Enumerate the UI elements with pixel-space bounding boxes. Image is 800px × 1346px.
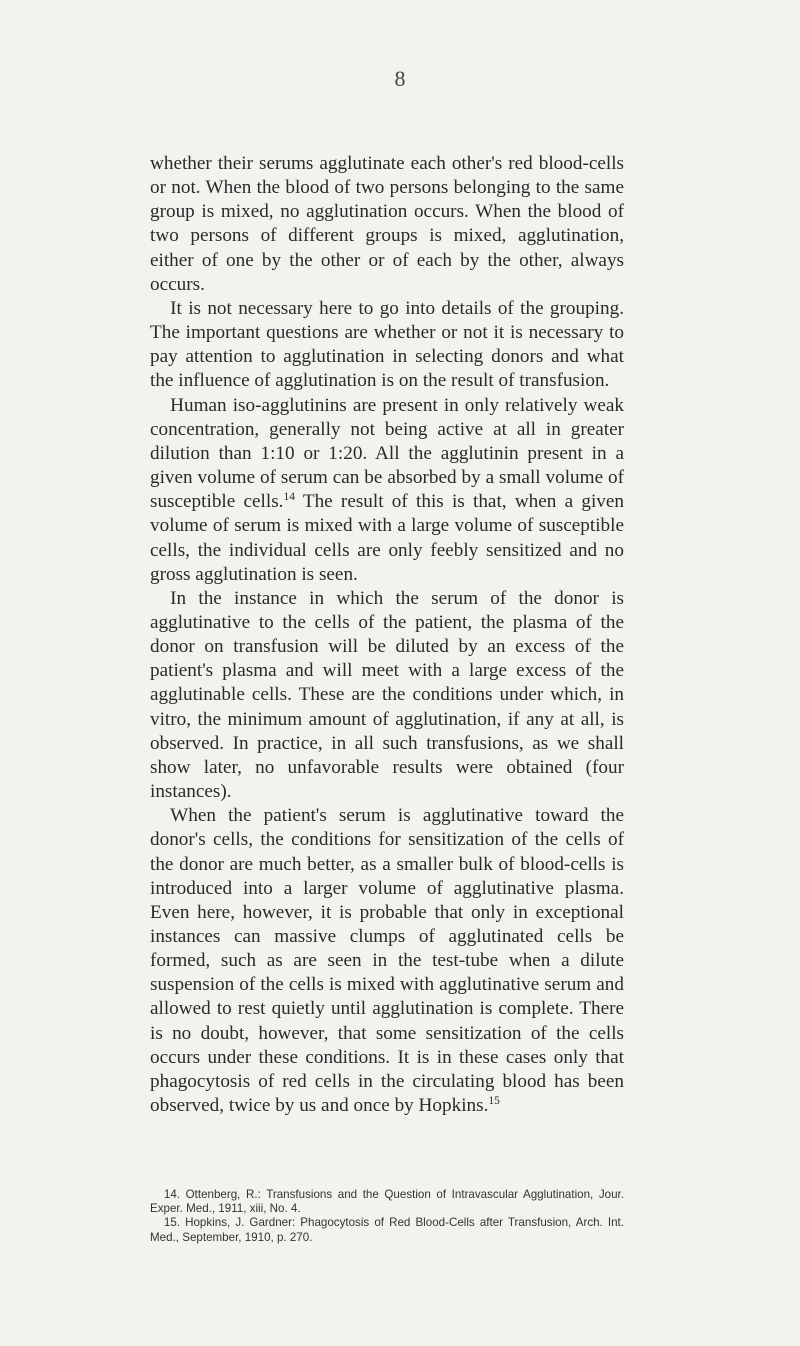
footnote-ref: 15	[488, 1095, 500, 1108]
footnotes	[150, 1188, 624, 1245]
page-number: 8	[394, 66, 406, 91]
paragraph: Human iso-agglutinins are present in only relatively weak concentration, generally not being active at all in greater dilution than 1:10 or 1:20. All the agglutinin present in a given volume of serum can be absorbed by a small volume of susceptible cells.$^{14}$ The result of this is that, when a given volume of serum is mixed with a large volume of susceptible cells, the individual cells are only feebly sensitized and no gross agglutination is seen.	[150, 394, 624, 585]
footnote: 14. Ottenberg, R.: Transfusions and the Question of Intravascular Agglutination, Jour. Exper. Med., 1911, xiii, No. 4.	[150, 1188, 624, 1216]
body-text	[150, 152, 624, 1118]
paragraph: When the patient's serum is agglutinative toward the donor's cells, the conditions for sensitization of the cells of the donor are much better, as a smaller bulk of blood-cells is introduced into a larger volume of agglutinative plasma. Even here, however, it is probable that only in exceptional instances can massive clumps of agglutinated cells be formed, such as are seen in the test-tube when a dilute suspension of the cells is mixed with agglutinative serum and allowed to rest quietly until agglutination is complete. There is no doubt, however, that some sensitization of the cells occurs under these conditions. It is in these cases only that phagocytosis of red cells in the circulating blood has been observed, twice by us and once by Hopkins.$^{15}$	[150, 805, 624, 1117]
footnote: 15. Hopkins, J. Gardner: Phagocytosis of Red Blood-Cells after Transfusion, Arch. Int. Med., September, 1910, p. 270.	[150, 1216, 624, 1244]
paragraph: It is not necessary here to go into details of the grouping. The important questions are whether or not it is necessary to pay attention to agglutination in selecting donors and what the influence of agglutination is on the result of transfusion.	[150, 297, 624, 392]
paragraph: whether their serums agglutinate each other's red blood-cells or not. When the blood of two persons belonging to the same group is mixed, no agglutination occurs. When the blood of two persons of different groups is mixed, agglutination, either of one by the other or of each by the other, always occurs.	[150, 153, 624, 295]
paragraph: In the instance in which the serum of the donor is agglutinative to the cells of the patient, the plasma of the donor on transfusion will be diluted by an excess of the patient's plasma and will meet with a large excess of the agglutinable cells. These are the conditions under which, in vitro, the minimum amount of agglutination, if any at all, is observed. In practice, in all such transfusions, as we shall show later, no unfavorable results were obtained (four instances).	[150, 587, 624, 803]
footnote-ref: 14	[283, 491, 295, 504]
